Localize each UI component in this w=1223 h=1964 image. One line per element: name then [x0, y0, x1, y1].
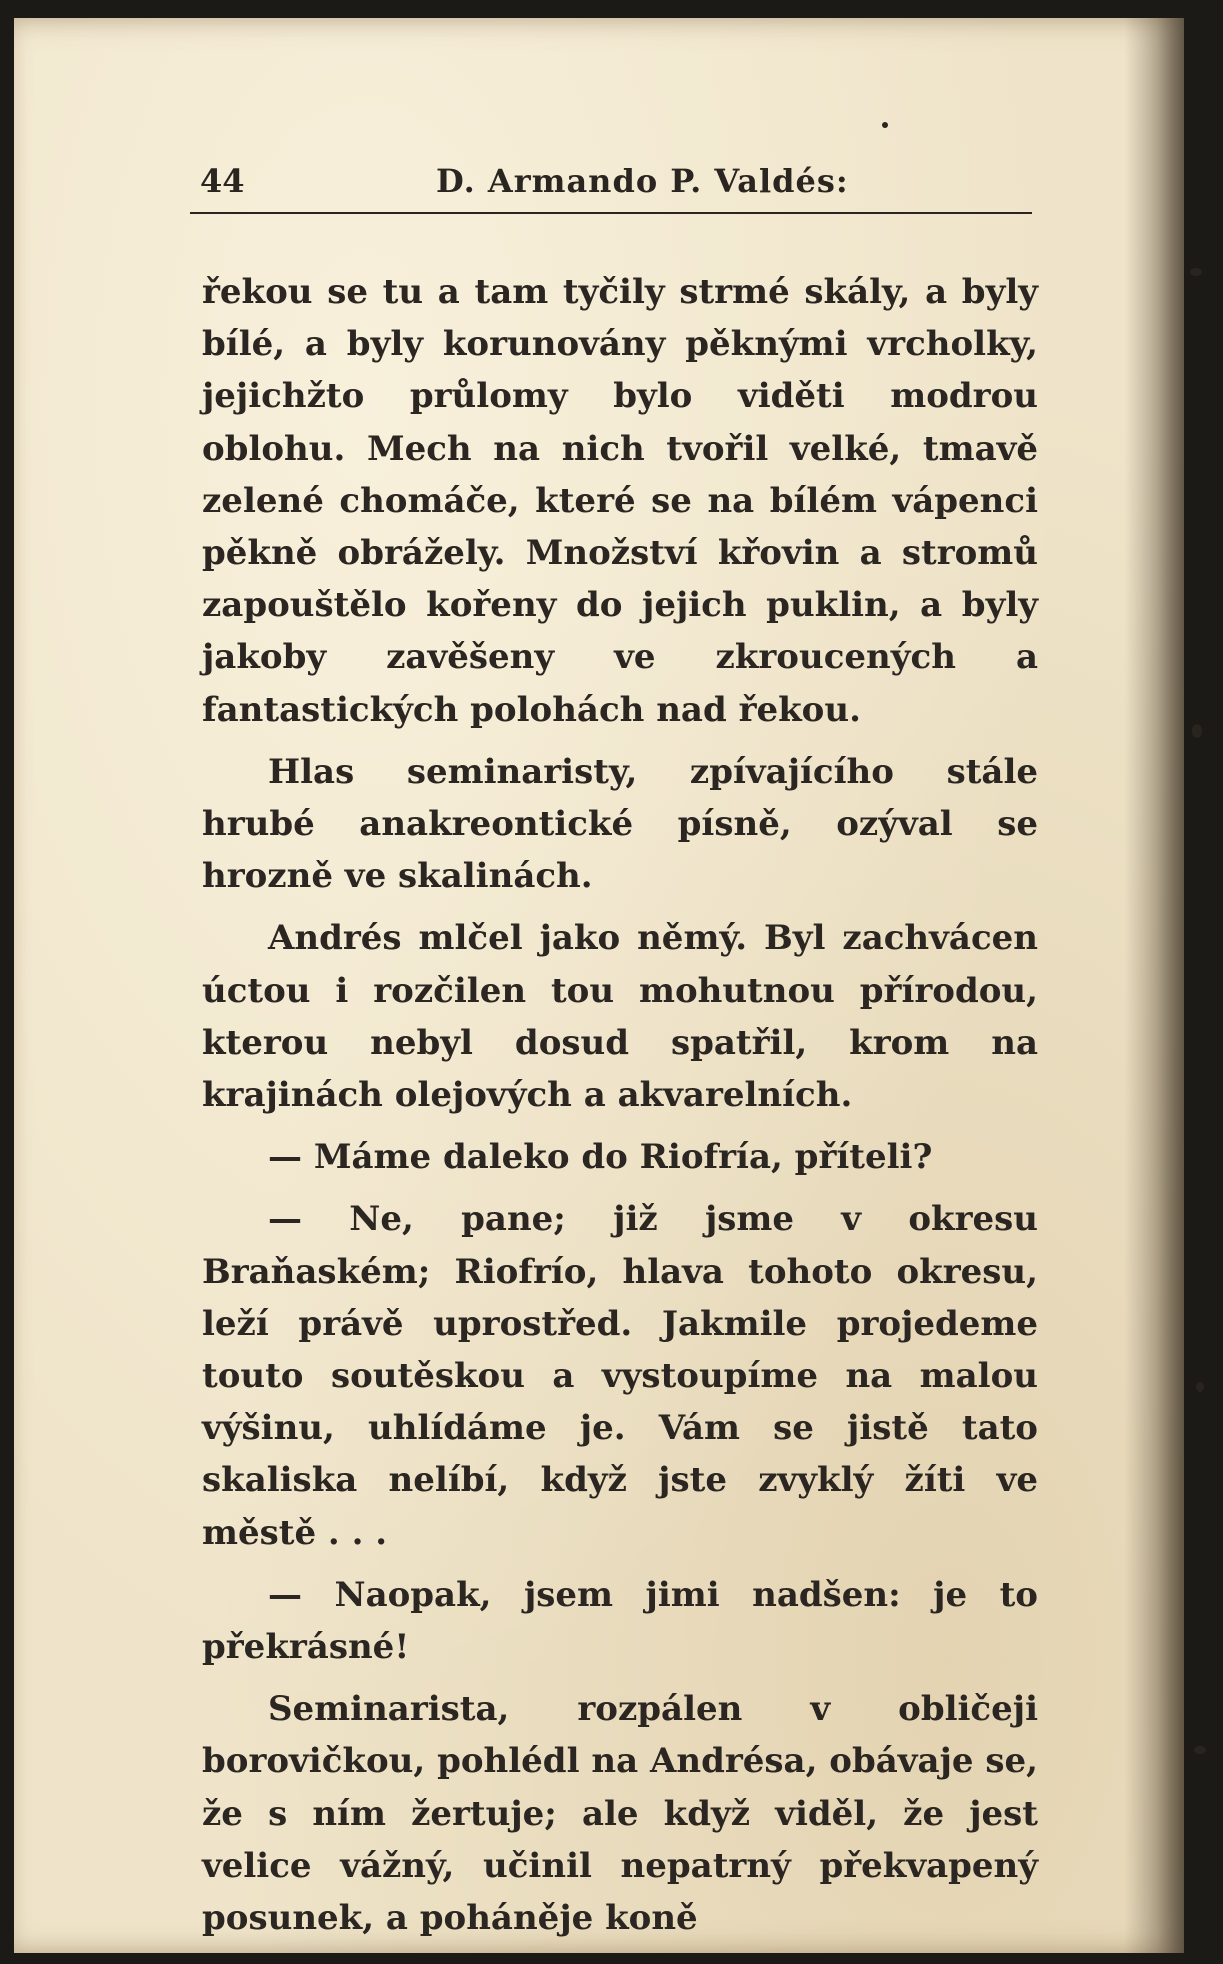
- body-text: [202, 266, 1038, 1944]
- ink-speck: [1196, 1382, 1204, 1392]
- running-header: [190, 156, 1032, 214]
- running-title: D. Armando P. Valdés:: [436, 162, 849, 200]
- paragraph-4: — Máme daleko do Riofría, příteli?: [268, 1137, 933, 1178]
- page-number: 44: [200, 162, 245, 200]
- paragraph-7: Seminarista, rozpálen v obličeji borovičkou, pohlédl na Andrésa, obávaje se, že s ním žertuje; ale když viděl, že jest velice vážný, učinil nepatrný překvapený posunek, a poháněje koně: [202, 1689, 1038, 1939]
- ink-speck: [882, 122, 888, 128]
- paragraph-1: řekou se tu a tam tyčily strmé skály, a byly bílé, a byly korunovány pěknými vrcholky, jejichžto průlomy bylo viděti modrou oblohu. Mech na nich tvořil velké, tmavě zelené chomáče, které se na bílém vápenci pěkně obrážely. Množství křovin a stromů zapouštělo kořeny do jejich puklin, a byly jakoby zavěšeny ve zkroucených a fantastických polohách nad řekou.: [202, 272, 1038, 730]
- paragraph-3: Andrés mlčel jako němý. Byl zachvácen úctou i rozčilen tou mohutnou přírodou, kterou nebyl dosud spatřil, krom na krajinách olejových a akvarelních.: [202, 918, 1038, 1116]
- ink-speck: [1192, 724, 1202, 738]
- ink-speck: [1190, 268, 1202, 276]
- paragraph-2: Hlas seminaristy, zpívajícího stále hrubé anakreontické písně, ozýval se hrozně ve skalinách.: [202, 751, 1038, 897]
- ink-speck: [1194, 1746, 1206, 1754]
- paragraph-5: — Ne, pane; již jsme v okresu Braňaském; Riofrío, hlava tohoto okresu, leží právě uprostřed. Jakmile projedeme touto soutěskou a vystoupíme na malou výšinu, uhlídáme je. Vám se jistě tato skaliska nelíbí, když jste zvyklý žíti ve městě . . .: [202, 1199, 1038, 1553]
- paragraph-6: — Naopak, jsem jimi nadšen: je to překrásné!: [202, 1574, 1038, 1668]
- book-page: [14, 18, 1184, 1953]
- page-gutter-shadow: [1124, 18, 1184, 1953]
